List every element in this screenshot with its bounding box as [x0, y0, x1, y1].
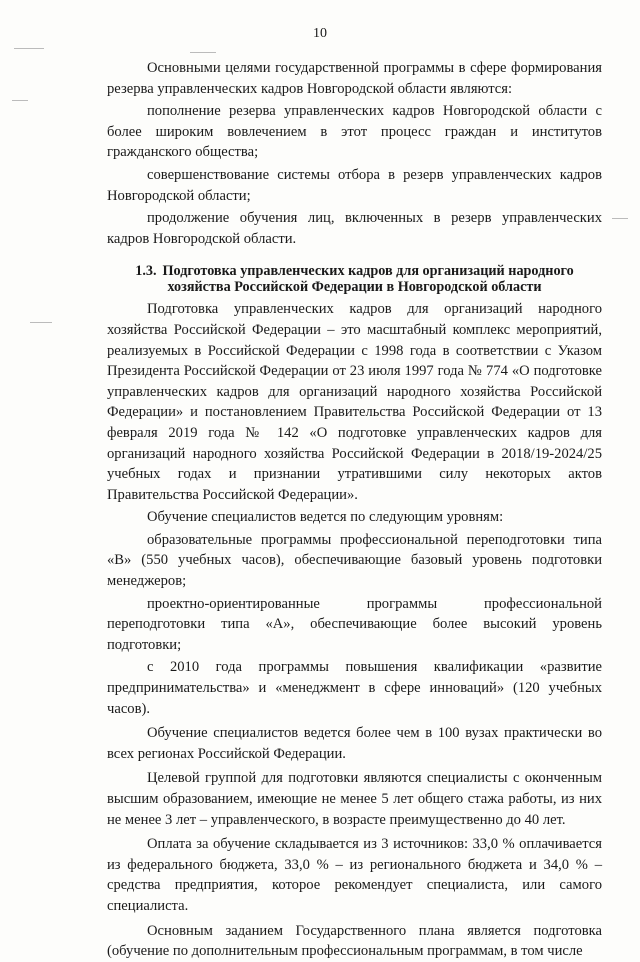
- document-body: [107, 58, 602, 962]
- paragraph: Основным заданием Государственного плана является подготовка (обучение по дополнительным профессиональным программам, в том числе: [107, 922, 602, 960]
- paragraph: Подготовка управленческих кадров для организаций народного хозяйства Российской Федерации – это масштабный комплекс мероприятий, реализуемых в Российской Федерации с 1998 года в соответствии с Указом Президента Российской Федерации от 23 июля 1997 года № 774 «О подготовке управленческих кадров для организаций народного хозяйства Российской Федерации» и постановлением Правительства Российской Федерации от 13 февраля 2019 года № 142 «О подготовке управленческих кадров для организаций народного хозяйства Российской Федерации в 2018/19-2024/25 учебных годах и признании утратившими силу некоторых актов Правительства Российской Федерации».: [107, 301, 602, 503]
- scan-mark: [190, 52, 216, 53]
- paragraph: совершенствование системы отбора в резерв управленческих кадров Новгородской области;: [107, 166, 602, 204]
- paragraph: Основными целями государственной программы в сфере формирования резерва управленческих кадров Новгородской области являются:: [107, 60, 602, 97]
- scan-mark: [14, 48, 44, 49]
- paragraph: Обучение специалистов ведется по следующим уровням:: [147, 509, 504, 526]
- section-number: 1.3.: [135, 263, 157, 280]
- paragraph: Оплата за обучение складывается из 3 источников: 33,0 % оплачивается из федерального бюджета, 33,0 % – из регионального бюджета и 34,0 % – средства предприятия, которое рекомендует специалиста, или самого специалиста.: [107, 836, 602, 914]
- paragraph: Обучение специалистов ведется более чем в 100 вузах практически во всех регионах Российской Федерации.: [107, 725, 602, 762]
- page-number: 10: [313, 26, 327, 41]
- section-title: Подготовка управленческих кадров для организаций народного хозяйства Российской Федерации в Новгородской области: [162, 263, 574, 296]
- paragraph: Целевой группой для подготовки являются специалисты с оконченным высшим образованием, имеющие не менее 5 лет общего стажа работы, из них не менее 3 лет – управленческого, в возрасте преимущественно до 40 лет.: [107, 770, 602, 828]
- paragraph: с 2010 года программы повышения квалификации «развитие предпринимательства» и «менеджмент в сфере инноваций» (120 учебных часов).: [107, 659, 602, 717]
- scan-mark: [30, 322, 52, 323]
- paragraph: образовательные программы профессиональной переподготовки типа «В» (550 учебных часов), обеспечивающие базовый уровень подготовки менеджеров;: [107, 531, 602, 590]
- paragraph: проектно-ориентированные программы профессиональной переподготовки типа «А», обеспечивающие более высокий уровень подготовки;: [107, 595, 602, 653]
- scan-mark: [12, 100, 28, 101]
- paragraph: пополнение резерва управленческих кадров Новгородской области с более широким вовлечением в этот процесс граждан и институтов гражданского общества;: [107, 103, 602, 161]
- paragraph: продолжение обучения лиц, включенных в резерв управленческих кадров Новгородской области.: [107, 210, 602, 247]
- scan-mark: [612, 218, 628, 219]
- section-heading: [107, 263, 602, 295]
